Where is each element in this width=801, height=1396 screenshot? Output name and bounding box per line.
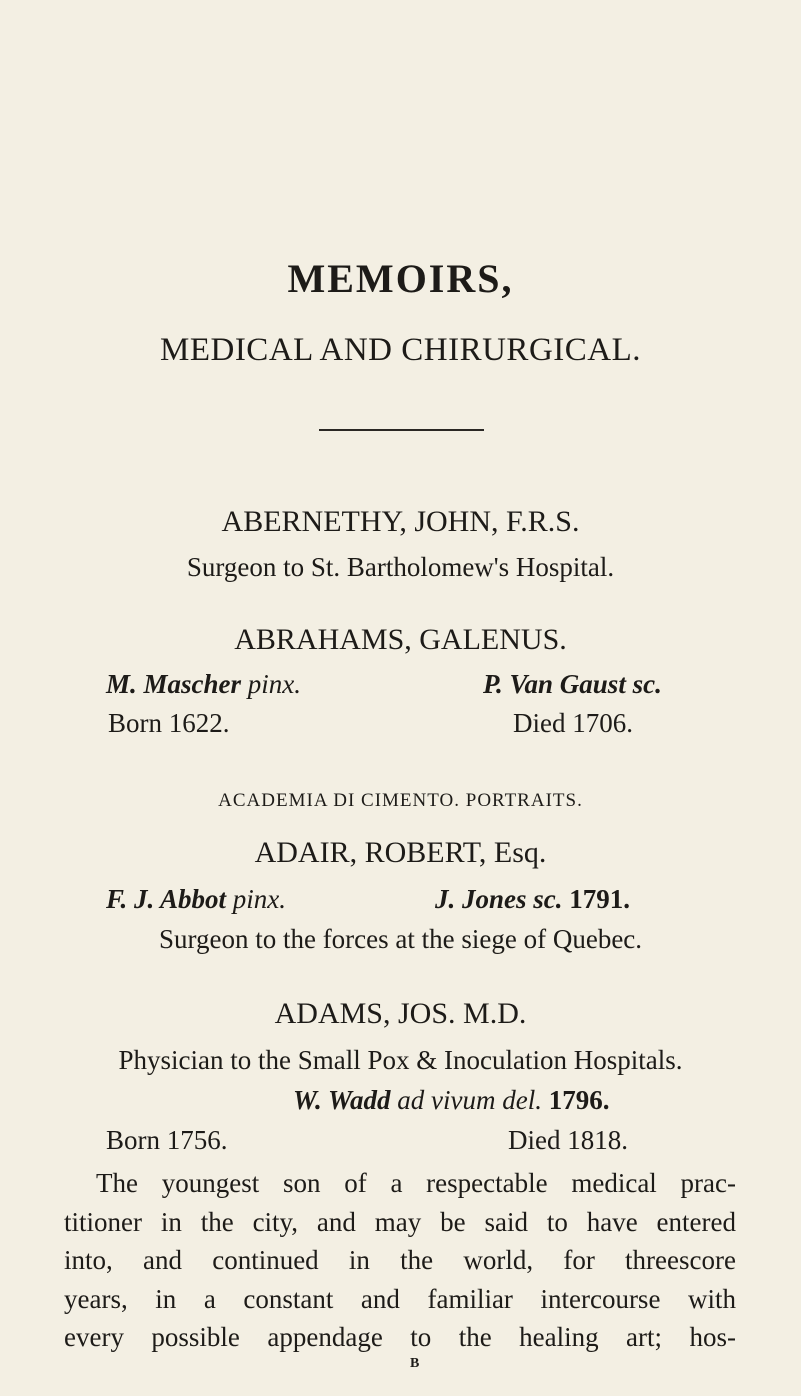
entry-abrahams-died: Died 1706. [513, 708, 633, 738]
entry-adams-artist [293, 1085, 609, 1116]
title-divider [319, 429, 484, 431]
entry-adams-name: ADAMS, JOS. M.D. [274, 997, 527, 1030]
entry-adams-paragraph [64, 1164, 736, 1357]
entry-abrahams-engraver-note: sc. [632, 669, 662, 699]
entry-adams-born: Born 1756. [106, 1125, 228, 1155]
page-subtitle: MEDICAL AND CHIRURGICAL. [159, 332, 642, 368]
paragraph-line: The youngest son of a respectable medical prac- [96, 1168, 736, 1198]
paragraph-line: into, and continued in the world, for threescore [64, 1245, 736, 1275]
entry-adams-artist-year: 1796. [548, 1085, 610, 1115]
entry-adair-engraver [435, 884, 630, 915]
paragraph-line: titioner in the city, and may be said to have entered [64, 1206, 736, 1237]
entry-abrahams-born: Born 1622. [108, 708, 230, 738]
entry-adams-description: Physician to the Small Pox & Inoculation Hospitals. [118, 1045, 683, 1075]
entry-adair-painter-note: pinx. [232, 884, 287, 914]
entry-adams-artist-note: ad vivum del. [397, 1085, 542, 1115]
entry-adair-painter [106, 884, 286, 915]
entry-abrahams-painter-name: M. Mascher [106, 669, 242, 699]
entry-abrahams-painter [106, 669, 301, 700]
entry-adair-name: ADAIR, ROBERT, Esq. [254, 836, 547, 869]
entry-abrahams-name: ABRAHAMS, GALENUS. [234, 623, 567, 656]
entry-abernethy-description: Surgeon to St. Bartholomew's Hospital. [186, 552, 615, 582]
entry-abernethy-name: ABERNETHY, JOHN, F.R.S. [221, 505, 580, 538]
entry-abrahams-source: ACADEMIA DI CIMENTO. PORTRAITS. [218, 790, 583, 811]
page-title: MEMOIRS, [287, 256, 514, 301]
entry-adair-engraver-name: J. Jones [435, 884, 527, 914]
paragraph-line: every possible appendage to the healing art; hos- [64, 1322, 736, 1352]
entry-abrahams-engraver-name: P. Van Gaust [483, 669, 626, 699]
entry-adair-engraver-year: 1791. [569, 884, 631, 914]
entry-abrahams-engraver [483, 669, 662, 700]
entry-adams-artist-name: W. Wadd [293, 1085, 391, 1115]
signature-mark: B [410, 1356, 420, 1371]
entry-abrahams-painter-note: pinx. [247, 669, 302, 699]
entry-adair-painter-name: F. J. Abbot [106, 884, 227, 914]
entry-adair-engraver-note: sc. [533, 884, 563, 914]
entry-adams-died: Died 1818. [508, 1125, 628, 1155]
entry-adair-description: Surgeon to the forces at the siege of Quebec. [158, 924, 643, 954]
paragraph-line: years, in a constant and familiar intercourse with [64, 1283, 736, 1314]
